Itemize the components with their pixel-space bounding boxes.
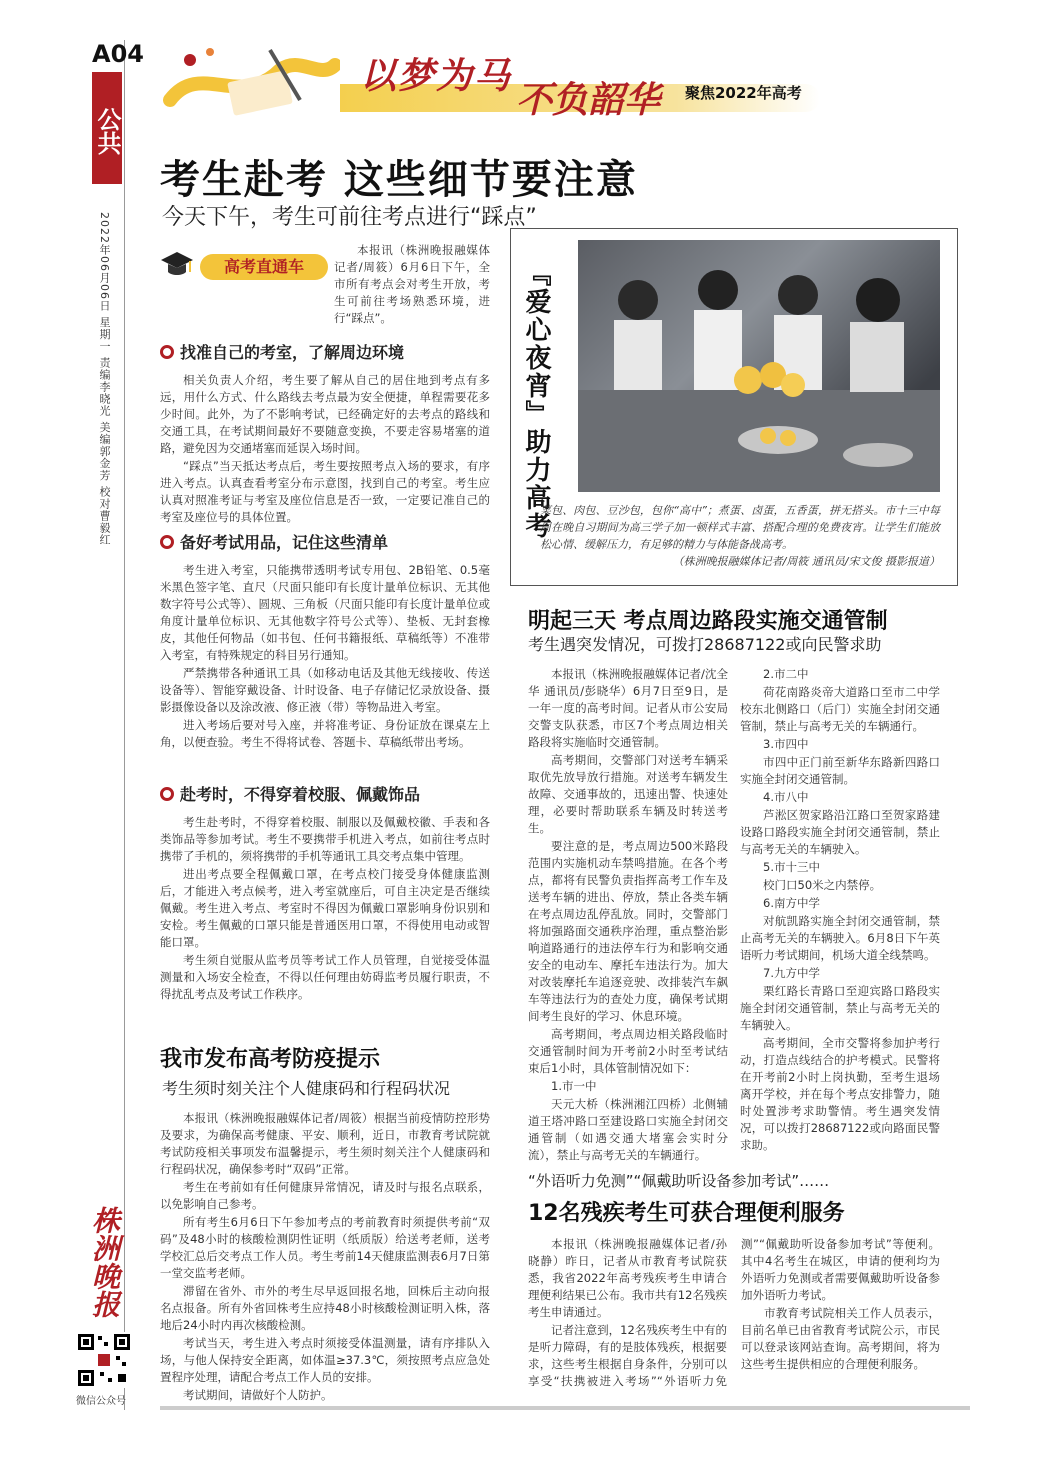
traffic-body-col2	[740, 666, 940, 1155]
section-heading-2-text: 备好考试用品，记住这些清单	[180, 533, 389, 552]
bullet-circle-icon	[160, 535, 174, 549]
paragraph: 高考期间，全市交警将参加护考行动，打造点线结合的护考模式。民警将在开考前2小时上岗执勤，至考生退场离开学校，并在每个考点安排警力，随时处置涉考求助警情。考生遇突发情况，可以拨打28687122或向路面民警求助。	[740, 1036, 940, 1152]
paragraph: 市教育考试院相关工作人员表示，目前名单已由省教育考试院公示，市民可以登录该网站查询。高考期间，将为这些考生提供相应的合理便利服务。	[741, 1306, 940, 1371]
column-badge-label: 高考直通车	[200, 254, 328, 280]
paragraph: 考生在考前如有任何健康异常情况，请及时与报名点联系，以免影响自己参考。	[160, 1180, 490, 1211]
paragraph: 记者注意到，12名残疾考生中有的是听力障碍，有的是肢体残疾，根据要求，这些考生根据自身条件，分别可以享受“扶携被进入考场”“外语听力免测”“佩戴助听设备参加考试”等便利。其中4名考生在城区，申请的便利均为外语听力免测或者需要佩戴助听设备参加外语听力考试。	[528, 1237, 940, 1388]
traffic-body-col1	[528, 666, 728, 1165]
section-3-body	[160, 814, 490, 1004]
paragraph: 7.九方中学	[763, 966, 820, 980]
photo-feature-title: 『爱心夜宵』助力高考	[521, 260, 551, 540]
paragraph: 荷花南路炎帝大道路口至市二中学校东北侧路口（后门）实施全封闭交通管制，禁止与高考无关的车辆通行。	[740, 685, 940, 733]
section-1-body	[160, 372, 490, 527]
paragraph: 栗红路长青路口至迎宾路口路段实施全封闭交通管制，禁止与高考无关的车辆驶入。	[740, 984, 940, 1032]
masthead-banner	[160, 32, 820, 126]
paragraph: 校门口50米之内禁停。	[763, 878, 882, 892]
paragraph: 滞留在省外、市外的考生尽早返回报名地，回株后主动向报名点报备。所有外省回株考生应持48小时核酸检测证明入株，落地后24小时内再次核酸检测。	[160, 1284, 490, 1332]
paragraph: 高考期间，交警部门对送考车辆采取优先放导放行措施。对送考车辆发生故障、交通事故的，迅速出警、快速处理，必要时帮助联系车辆及时转送考生。	[528, 753, 728, 835]
newspaper-brand-logo: 株洲晚报	[88, 1206, 121, 1318]
wechat-label: 微信公众号	[76, 1396, 126, 1407]
section-heading-3	[160, 782, 420, 805]
paragraph: 严禁携带各种通讯工具（如移动电话及其他无线接收、传送设备等）、智能穿戴设备、计时设备、电子存储记忆录放设备、摄影摄像设备以及涂改液、修正液（带）等物品进入考室。	[160, 666, 490, 714]
paragraph: “踩点”当天抵达考点后，考生要按照考点入场的要求，有序进入考点。认真查看考室分布示意图，找到自己的考室。考生应认真对照准考证与考室及座位信息是否一致，一定要记准自己的考室及座位号的具体位置。	[160, 459, 490, 524]
paragraph: 本报讯（株洲晚报融媒体记者/周筱）根据当前疫情防控形势及要求，为确保高考健康、平安、顺利，近日，市教育考试院就考试防疫相关事项发布温馨提示，考生须时刻关注个人健康码和行程码状况，确保参考时“双码”正常。	[160, 1111, 490, 1176]
photo-credit: （株洲晚报融媒体记者/周筱 通讯员/宋文俊 摄影报道）	[672, 555, 940, 568]
disabled-kicker: “外语听力免测”“佩戴助听设备参加考试”……	[528, 1172, 830, 1190]
lead-subhead: 今天下午，考生可前往考点进行“踩点”	[162, 205, 537, 230]
qr-code-icon[interactable]	[76, 1332, 132, 1388]
paragraph: 本报讯（株洲晚报融媒体记者/孙晓静）昨日，记者从市教育考试院获悉，我省2022年高考残疾考生申请合理便利结果已公布。我市共有12名残疾考生申请通过。	[528, 1237, 727, 1319]
paragraph: 考生须自觉服从监考员等考试工作人员管理，自觉接受体温测量和入场安全检查，不得以任何理由妨碍监考员履行职责，不得扰乱考点及考试工作秩序。	[160, 953, 490, 1001]
paragraph: 市四中正门前至新华东路新四路口实施全封闭交通管制。	[740, 755, 940, 786]
date-editor-line: 2022年06月06日 星期一 责编李晓光 美编郭金芳 校对曹毅红	[98, 212, 111, 546]
disabled-body	[528, 1236, 940, 1390]
paragraph: 对航凯路实施全封闭交通管制，禁止高考无关的车辆驶入。6月8日下午英语听力考试期间，机场大道全线禁鸣。	[740, 914, 940, 962]
paragraph: 考生进入考室，只能携带透明考试专用包、2B铅笔、0.5毫米黑色签字笔、直尺（尺面只能印有长度计量单位标识、无其他数字符号公式等）、圆规、三角板（尺面只能印有长度计量单位或角度计量单位标识、无其他数字符号公式等）、垫板、无封套橡皮，其他任何物品（如书包、任何书籍报纸、草稿纸等）不准带入考室，有特殊规定的科目另行通知。	[160, 563, 490, 662]
photo-caption-text: 菜包、肉包、豆沙包，包你“高中”；煮蛋、卤蛋，五香蛋，拼无搭头。市十三中每周在晚自习期间为高三学子加一顿样式丰富、搭配合理的免费夜宵。让学生们能放松心情、缓解压力，有足够的精力与体能备战高考。	[540, 504, 940, 551]
paragraph: 5.市十三中	[763, 860, 820, 874]
traffic-headline: 明起三天 考点周边路段实施交通管制	[528, 609, 888, 634]
paragraph: 进入考场后要对号入座，并将准考证、身份证放在课桌左上角，以便查验。考生不得将试卷、答题卡、草稿纸带出考场。	[160, 718, 490, 749]
left-margin-rule	[124, 40, 125, 1410]
paragraph: 芦淞区贺家路沿江路口至贺家路建设路口路段实施全封闭交通管制，禁止与高考无关的车辆驶入。	[740, 808, 940, 856]
paragraph: 6.南方中学	[763, 896, 820, 910]
bullet-circle-icon	[160, 787, 174, 801]
traffic-subhead: 考生遇突发情况，可拨打28687122或向民警求助	[528, 635, 882, 654]
footer-rule	[160, 1406, 970, 1410]
epidemic-subhead: 考生须时刻关注个人健康码和行程码状况	[162, 1079, 451, 1098]
section-2-body	[160, 562, 490, 752]
paragraph: 进出考点要全程佩戴口罩，在考点校门接受身体健康监测后，才能进入考点候考，进入考室就座后，可自主决定是否继续佩戴。考生进入考点、考室时不得因为佩戴口罩影响身份识别和安检。考生佩戴的口罩只能是普通医用口罩，不得使用电动或智能口罩。	[160, 867, 490, 949]
paragraph: 高考期间，考点周边相关路段临时交通管制时间为开考前2小时至考试结束后1小时，具体管制情况如下：	[528, 1027, 728, 1075]
paragraph: 本报讯（株洲晚报融媒体记者/沈全华 通讯员/彭晓华）6月7日至9日，是一年一度的高考时间。记者从市公安局交警支队获悉，市区7个考点周边相关路段将实施临时交通管制。	[528, 667, 728, 749]
bullet-circle-icon	[160, 345, 174, 359]
paragraph: 相关负责人介绍，考生要了解从自己的居住地到考点有多远，用什么方式、什么路线去考点最为安全便捷，单程需要花多少时间。此外，为了不影响考试，已经确定好的去考点的路线和交通工具，在考试期间最好不要随意变换，不要走容易堵塞的道路，避免因为交通堵塞而延误入场时间。	[160, 373, 490, 455]
paragraph: 4.市八中	[763, 790, 809, 804]
paragraph: 1.市一中	[551, 1079, 597, 1093]
epidemic-headline: 我市发布高考防疫提示	[160, 1047, 381, 1072]
banner-slogan-a: 以梦为马	[360, 56, 513, 97]
paragraph: 3.市四中	[763, 737, 809, 751]
brush-illustration-icon	[160, 40, 340, 120]
paragraph: 所有考生6月6日下午参加考点的考前教育时须提供考前“双码”及48小时的核酸检测阴性证明（纸质版）给送考老师，送考学校汇总后交考点工作人员。考生考前14天健康监测表6月7日第一堂交监考老师。	[160, 1215, 490, 1280]
students-night-snack-photo	[578, 240, 940, 492]
lead-intro-text: 本报讯（株洲晚报融媒体记者/周筱）6月6日下午，全市所有考点会对考生开放，考生可前往考场熟悉环境，进行“踩点”。	[334, 243, 490, 325]
section-heading-2	[160, 530, 388, 553]
paragraph: 要注意的是，考点周边500米路段范围内实施机动车禁鸣措施。在各个考点，都将有民警负责指挥高考工作车及送考车辆的进出、停放，禁止各类车辆在考点周边乱停乱放。同时，交警部门将加强路面交通秩序治理，重点整治影响道路通行的违法停车行为和影响交通安全的电动车、摩托车违法行为。加大对改装摩托车追逐竞驶、改排装汽车飙车等违法行为的查处力度，确保考试期间考生良好的学习、休息环境。	[528, 839, 728, 1023]
paragraph: 2.市二中	[763, 667, 809, 681]
paragraph: 考试当天，考生进入考点时须接受体温测量，请有序排队入场，与他人保持安全距离，如体温≥37.3℃，须按照考点应急处置程序处理，请配合考点工作人员的安排。	[160, 1336, 490, 1384]
paragraph: 天元大桥（株洲湘江四桥）北侧辅道王塔冲路口至建设路口实施全封闭交通管制（如遇交通大堵塞会实时分流），禁止与高考无关的车辆通行。	[528, 1097, 728, 1162]
paragraph: 考生赴考时，不得穿着校服、制服以及佩戴校徽、手表和各类饰品等参加考试。考生不要携带手机进入考点，如前往考点时携带了手机的，须将携带的手机等通讯工具交考点集中管理。	[160, 815, 490, 863]
banner-tag: 聚焦2022年高考	[685, 84, 802, 102]
section-heading-3-text: 赴考时，不得穿着校服、佩戴饰品	[180, 785, 421, 804]
section-heading-1	[160, 340, 404, 363]
section-heading-1-text: 找准自己的考室，了解周边环境	[180, 343, 405, 362]
disabled-headline: 12名残疾考生可获合理便利服务	[528, 1201, 845, 1226]
photo-caption	[540, 502, 940, 570]
banner-slogan-b: 不负韶华	[516, 80, 661, 121]
photo-illustration	[578, 240, 940, 492]
paragraph: 考试期间，请做好个人防护。	[183, 1388, 333, 1402]
section-tab: 公共	[92, 72, 122, 184]
epidemic-body	[160, 1110, 490, 1405]
lead-headline: 考生赴考 这些细节要注意	[160, 157, 638, 203]
page-number: A04	[92, 40, 144, 68]
